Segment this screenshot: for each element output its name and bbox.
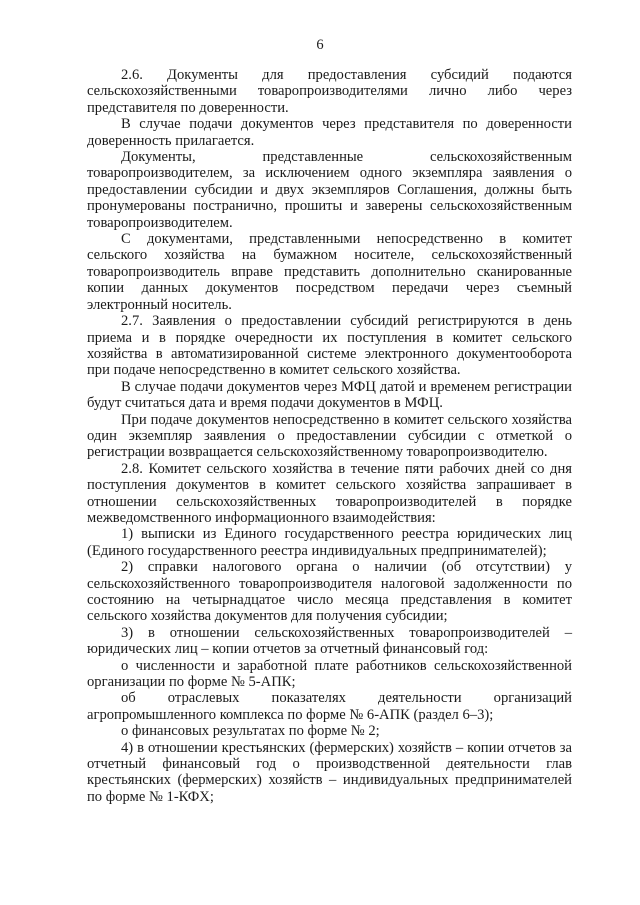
list-subitem-form-2: о финансовых результатах по форме № 2; (121, 723, 380, 740)
paragraph-scanned-copies: С документами, представленными непосредственно в комитет сельского хозяйства на бумажном носителе, сельскохозяйственный товаропроизводитель вправе представить дополнительно сканированные копии данных документов посредством передачи через съемный электронный носитель. (87, 231, 572, 313)
document-body (87, 67, 572, 805)
paragraph-proxy: В случае подачи документов через представителя по доверенности доверенность прилагается. (87, 116, 572, 149)
paragraph-2-6: 2.6. Документы для предоставления субсидий подаются сельскохозяйственными товаропроизводителями лично либо через представителя по доверенности. (87, 67, 572, 116)
paragraph-returned-copy: При подаче документов непосредственно в комитет сельского хозяйства один экземпляр заявления о предоставлении субсидии с отметкой о регистрации возвращается сельскохозяйственному товаропроизводителю. (87, 411, 572, 461)
paragraph-mfc-registration: В случае подачи документов через МФЦ датой и временем регистрации будут считаться дата и время подачи документов в МФЦ. (87, 378, 572, 412)
paragraph-2-7: 2.7. Заявления о предоставлении субсидий регистрируются в день приема и в порядке очередности их поступления в комитет сельского хозяйства в автоматизированной системе электронного документооборота при подаче непосредственно в комитет сельского хозяйства. (87, 313, 572, 379)
list-item-1: 1) выписки из Единого государственного реестра юридических лиц (Единого государственного реестра индивидуальных предпринимателей); (87, 526, 572, 559)
paragraph-2-8: 2.8. Комитет сельского хозяйства в течение пяти рабочих дней со дня поступления документов в комитет сельского хозяйства запрашивает в отношении сельскохозяйственных товаропроизводителей в порядке межведомственного информационного взаимодействия: (87, 460, 572, 526)
list-subitem-5-apk: о численности и заработной плате работников сельскохозяйственной организации по форме № 5-АПК; (87, 657, 572, 691)
list-subitem-6-apk: об отраслевых показателях деятельности организаций агропромышленного комплекса по форме № 6-АПК (раздел 6–3); (87, 690, 572, 723)
list-item-3: 3) в отношении сельскохозяйственных товаропроизводителей – юридических лиц – копии отчетов за отчетный финансовый год: (87, 624, 572, 658)
page-number: 6 (316, 37, 324, 53)
list-item-2: 2) справки налогового органа о наличии (об отсутствии) у сельскохозяйственного товаропроизводителя налоговой задолженности по состоянию на четырнадцатое число месяца представления в комитет сельского хозяйства документов для получения субсидии; (87, 559, 572, 625)
paragraph-documents-numbered: Документы, представленные сельскохозяйственным товаропроизводителем, за исключением одного экземпляра заявления о предоставлении субсидии и двух экземпляров Соглашения, должны быть пронумерованы постранично, прошиты и заверены сельскохозяйственным товаропроизводителем. (87, 149, 572, 231)
list-item-4: 4) в отношении крестьянских (фермерских) хозяйств – копии отчетов за отчетный финансовый год о производственной деятельности глав крестьянских (фермерских) хозяйств – индивидуальных предпринимателей по форме № 1-КФХ; (87, 739, 572, 805)
